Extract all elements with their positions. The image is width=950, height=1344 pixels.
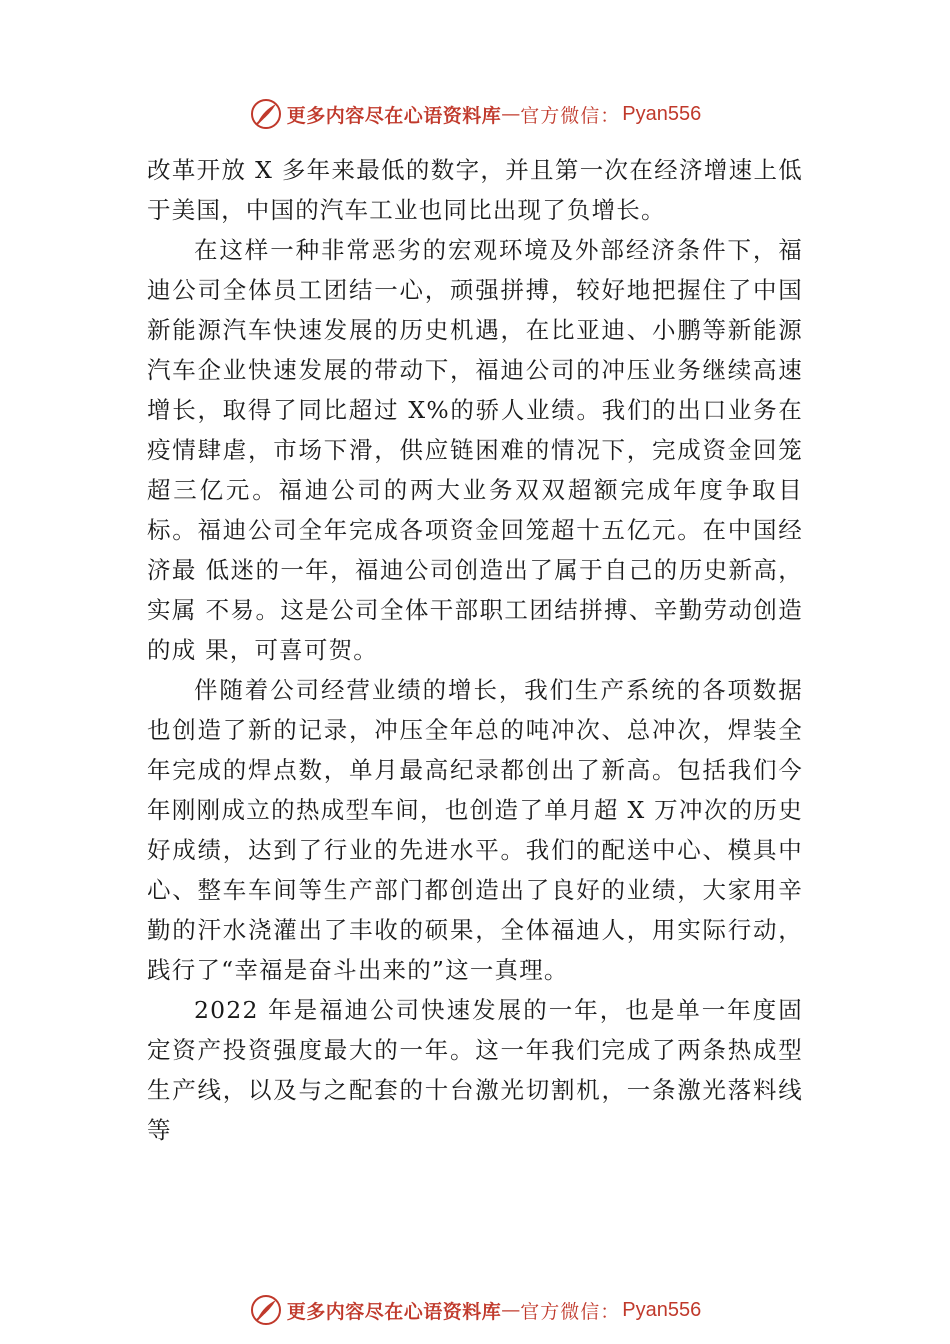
footer-site-text: 更多内容尽在心语资料库 — [286, 1300, 502, 1323]
quill-logo-icon — [249, 1293, 283, 1327]
header-wechat-label: 官方微信： — [520, 104, 621, 127]
document-body — [147, 150, 803, 1150]
header-dash: — — [501, 103, 521, 125]
paragraph-4: 2022 年是福迪公司快速发展的一年，也是单一年度固定资产投资强度最大的一年。这一年我们完成了两条热成型生产线，以及与之配套的十台激光切割机，一条激光落料线等 — [147, 996, 803, 1144]
paragraph-1: 改革开放 X 多年来最低的数字，并且第一次在经济增速上低于美国，中国的汽车工业也同比出现了负增长。 — [147, 156, 803, 224]
header-site-text: 更多内容尽在心语资料库 — [286, 104, 502, 127]
quill-logo-icon — [249, 97, 283, 131]
header-banner — [0, 94, 950, 134]
header-wechat-id: Pyan556 — [622, 102, 702, 125]
footer-wechat-id: Pyan556 — [622, 1298, 702, 1321]
footer-wechat-label: 官方微信： — [520, 1300, 621, 1323]
paragraph-2: 在这样一种非常恶劣的宏观环境及外部经济条件下，福迪公司全体员工团结一心，顽强拼搏，较好地把握住了中国新能源汽车快速发展的历史机遇，在比亚迪、小鹏等新能源汽车企业快速发展的带动下，福迪公司的冲压业务继续高速增长，取得了同比超过 X%的骄人业绩。我们的出口业务在疫情肆虐，市场下滑，供应链困难的情况下，完成资金回笼 超三亿元。福迪公司的两大业务双双超额完成年度争取目标。福迪公司全年完成各项资金回笼超十五亿元。在中国经济最 低迷的一年，福迪公司创造出了属于自己的历史新高，实属 不易。这是公司全体干部职工团结拼搏、辛勤劳动创造的成 果，可喜可贺。 — [147, 236, 803, 664]
footer-dash: — — [501, 1299, 521, 1321]
paragraph-3: 伴随着公司经营业绩的增长，我们生产系统的各项数据也创造了新的记录，冲压全年总的吨冲次、总冲次，焊装全年完成的焊点数，单月最高纪录都创出了新高。包括我们今年刚刚成立的热成型车间，也创造了单月超 X 万冲次的历史好成绩，达到了行业的先进水平。我们的配送中心、模具中心、整车车间等生产部门都创造出了良好的业绩，大家用辛勤的汗水浇灌出了丰收的硕果，全体福迪人，用实际行动， 践行了“幸福是奋斗出来的”这一真理。 — [147, 676, 803, 984]
footer-banner — [0, 1290, 950, 1330]
